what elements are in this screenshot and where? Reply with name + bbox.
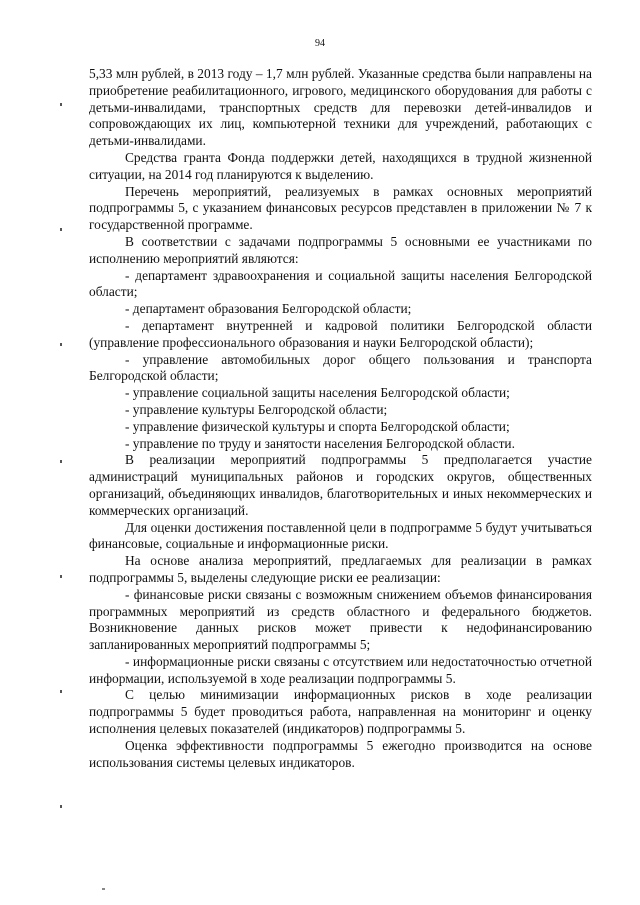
paragraph: С целью минимизации информационных рисков в ходе реализации подпрограммы 5 будет проводиться работа, направленная на мониторинг и оценку исполнения целевых показателей (индикаторов) подпрограммы 5. bbox=[89, 687, 592, 737]
list-item: - департамент образования Белгородской области; bbox=[125, 301, 412, 317]
margin-mark bbox=[60, 343, 62, 346]
paragraph: 5,33 млн рублей, в 2013 году – 1,7 млн рублей. Указанные средства были направлены на приобретение реабилитационного, игрового, медицинского оборудования для работы с детьми-инвалидами, транспортных средств для перевозки детей-инвалидов и сопровождающих их лиц, компьютерной техники для учреждений, работающих с детьми-инвалидами. bbox=[89, 66, 592, 149]
paragraph: Перечень мероприятий, реализуемых в рамках основных мероприятий подпрограммы 5, с указанием финансовых ресурсов представлен в приложении № 7 к государственной программе. bbox=[89, 183, 592, 233]
list-item: - управление автомобильных дорог общего пользования и транспорта Белгородской области; bbox=[89, 351, 592, 384]
document-body bbox=[89, 66, 592, 771]
scan-mark bbox=[102, 888, 105, 890]
paragraph: Оценка эффективности подпрограммы 5 ежегодно производится на основе использования системы целевых индикаторов. bbox=[89, 737, 592, 770]
list-item: - департамент здравоохранения и социальной защиты населения Белгородской области; bbox=[89, 267, 592, 300]
margin-mark bbox=[60, 103, 62, 106]
list-item: - управление физической культуры и спорта Белгородской области; bbox=[125, 418, 510, 434]
paragraph: Для оценки достижения поставленной цели в подпрограмме 5 будут учитываться финансовые, социальные и информационные риски. bbox=[89, 519, 592, 552]
paragraph: В реализации мероприятий подпрограммы 5 предполагается участие администраций муниципальных районов и городских округов, общественных организаций, объединяющих инвалидов, благотворительных и иных некоммерческих и коммерческих организаций. bbox=[89, 452, 592, 518]
list-item: - управление культуры Белгородской области; bbox=[125, 401, 388, 417]
margin-mark bbox=[60, 575, 62, 578]
margin-mark bbox=[60, 460, 62, 463]
paragraph: Средства гранта Фонда поддержки детей, находящихся в трудной жизненной ситуации, на 2014 год планируются к выделению. bbox=[89, 149, 592, 182]
margin-mark bbox=[60, 228, 62, 231]
margin-mark bbox=[60, 805, 62, 808]
page-number: 94 bbox=[315, 38, 325, 49]
list-item: - управление по труду и занятости населения Белгородской области. bbox=[125, 435, 515, 451]
margin-mark bbox=[60, 690, 62, 693]
list-item: - финансовые риски связаны с возможным снижением объемов финансирования программных мероприятий из средств областного и федерального бюджетов. Возникновение данных рисков может привести к недофинансированию запланированных мероприятий подпрограммы 5; bbox=[89, 586, 592, 653]
list-item: - департамент внутренней и кадровой политики Белгородской области (управление профессионального образования и науки Белгородской области); bbox=[89, 317, 592, 350]
list-item: - информационные риски связаны с отсутствием или недостаточностью отчетной информации, используемой в ходе реализации подпрограммы 5. bbox=[89, 653, 592, 686]
paragraph: В соответствии с задачами подпрограммы 5 основными ее участниками по исполнению мероприятий являются: bbox=[89, 233, 592, 266]
paragraph: На основе анализа мероприятий, предлагаемых для реализации в рамках подпрограммы 5, выделены следующие риски ее реализации: bbox=[89, 553, 592, 585]
list-item: - управление социальной защиты населения Белгородской области; bbox=[125, 385, 510, 401]
